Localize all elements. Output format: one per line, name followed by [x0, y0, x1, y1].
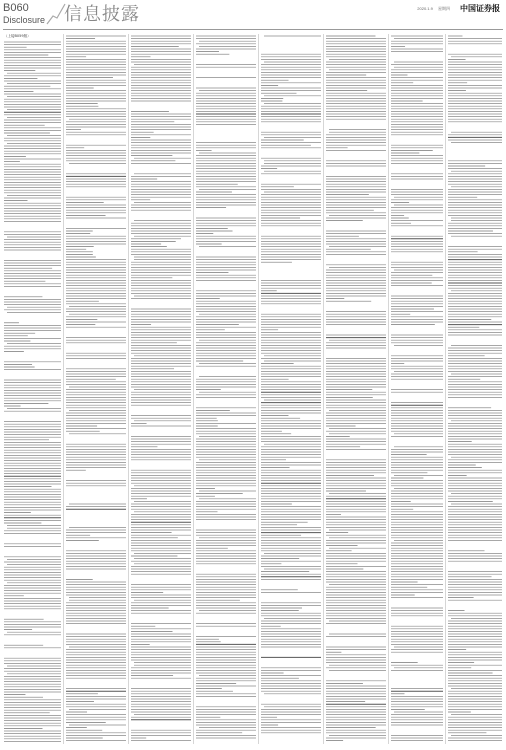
text-block — [65, 34, 127, 744]
column-divider — [258, 34, 259, 744]
newspaper-masthead: 中国证券报 — [460, 3, 500, 13]
issue-date: 2020.1.9 — [417, 6, 433, 11]
text-block — [260, 34, 322, 744]
text-column — [390, 34, 444, 744]
text-column — [325, 34, 387, 744]
issue-weekday: 星期四 — [438, 6, 450, 11]
text-column — [447, 34, 503, 744]
text-column — [260, 34, 322, 744]
text-block — [195, 34, 257, 744]
text-block — [3, 34, 62, 744]
page-header — [0, 0, 506, 30]
text-block — [390, 34, 444, 744]
column-divider — [445, 34, 446, 744]
column-divider — [63, 34, 64, 744]
column-divider — [323, 34, 324, 744]
text-block — [325, 34, 387, 744]
text-column — [130, 34, 192, 744]
section-name-cn: 信息披露 — [64, 4, 140, 25]
column-divider — [193, 34, 194, 744]
text-block — [447, 34, 503, 744]
text-column — [65, 34, 127, 744]
section-name-en: Disclosure — [3, 15, 46, 25]
text-column — [195, 34, 257, 744]
continued-from-label: （上接B059版） — [4, 34, 31, 38]
column-divider — [128, 34, 129, 744]
page-number: B060 — [3, 2, 29, 14]
issue-meta — [417, 6, 454, 11]
text-column — [3, 34, 62, 744]
column-divider — [388, 34, 389, 744]
text-block — [130, 34, 192, 744]
header-rule — [3, 29, 503, 30]
